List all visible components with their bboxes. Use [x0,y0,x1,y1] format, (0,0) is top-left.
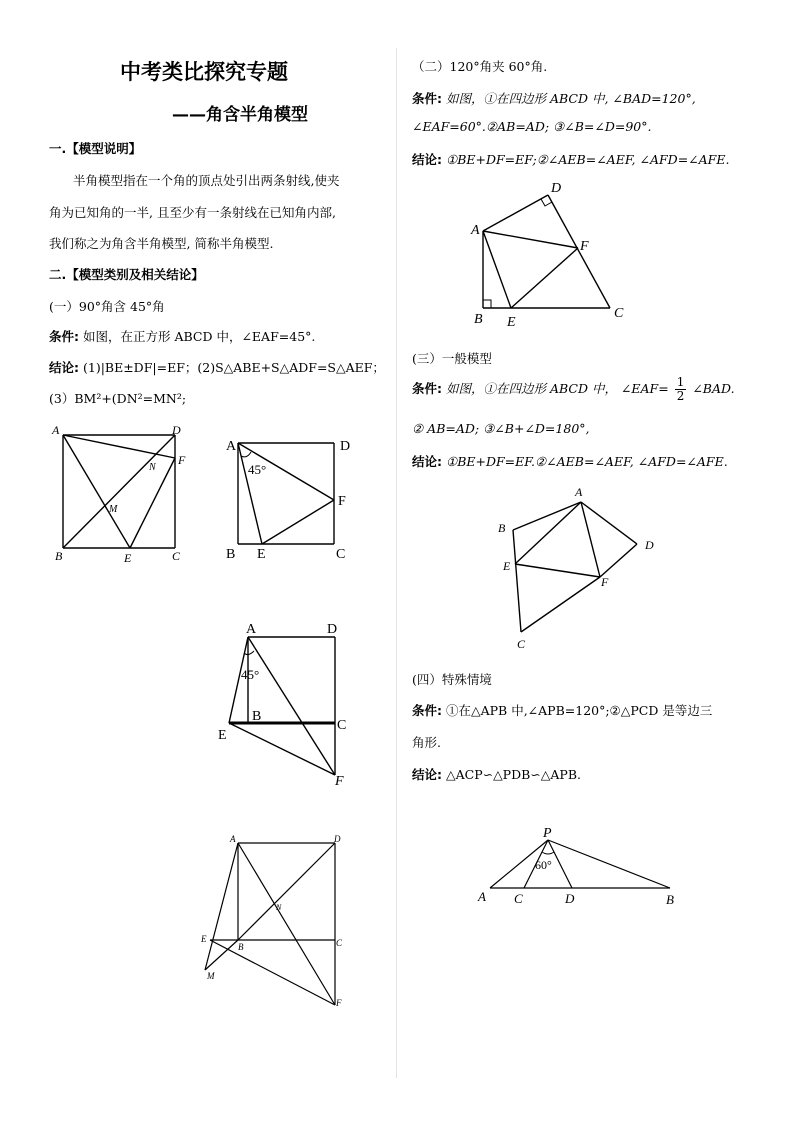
fraction-denominator: 2 [676,389,685,403]
label-F: F [335,774,344,789]
case3-title: (三）一般模型 [412,351,492,366]
label-D: D [645,538,654,552]
label-A: A [471,223,480,238]
label-D: D [327,622,338,637]
case2-title: （二）120°角夹 60°角. [412,59,548,74]
label-B: B [252,709,262,724]
condition-text: ①在△APB 中,∠APB=120°;②△PCD 是等边三 [445,703,713,718]
label-A: A [226,439,237,454]
case1-conclusion [49,358,385,376]
label-F: F [580,239,589,254]
case1-conclusion-3: (3）BM²+(DN²=MN²; [49,391,187,406]
figure-square-extended [215,615,365,795]
case1-title: (一）90°角含 45°角 [49,299,165,314]
conclusion-text: △ACP∽△PDB∽△APB. [445,767,581,782]
condition-label: 条件: [412,703,442,718]
label-F: F [601,575,609,589]
label-E: E [503,559,511,573]
label-E: E [218,728,227,743]
section2-heading: 二.【模型类别及相关结论】 [49,267,204,282]
label-D: D [565,891,575,906]
label-D: D [340,439,351,454]
fraction-numerator: 1 [676,375,685,389]
label-F: F [338,494,346,509]
conclusion-label: 结论: [412,454,442,469]
figure-general-model [493,482,668,652]
label-N: N [149,462,156,473]
condition-text: 如图，①在四边形 ABCD 中, ∠BAD=120°, [445,91,696,106]
label-E: E [201,934,207,944]
page-subtitle: ——角含半角模型 [172,105,308,125]
case2-condition [412,89,696,107]
case1-condition [49,327,315,345]
figure-square-complex [198,830,358,1015]
figure-kite-120 [468,178,638,333]
conclusion-text: ①BE+DF=EF;②∠AEB=∠AEF, ∠AFD=∠AFE. [445,152,730,167]
case3-condition-2: ② AB=AD; ③∠B+∠D=180°, [412,421,590,436]
angle-label: 60° [535,858,552,872]
case2-conclusion [412,150,729,168]
condition-text-pre: 如图，①在四边形 ABCD 中， ∠EAF= [445,381,669,396]
conclusion-label: 结论: [49,360,79,375]
column-divider [396,48,397,1078]
section1-heading: 一.【模型说明】 [49,141,142,156]
label-M: M [207,971,215,981]
condition-text-post: ∠BAD. [692,381,735,396]
label-E: E [257,547,266,562]
figure-square-mn [50,420,200,570]
label-F: F [178,453,186,467]
figure-square-45 [222,432,362,567]
section1-paragraph-line2: 角为已知角的一半, 且至少有一条射线在已知角内部, [49,205,336,220]
label-D: D [334,834,341,844]
angle-label: 45° [248,462,267,477]
conclusion-label: 结论: [412,152,442,167]
condition-label: 条件: [49,329,79,344]
case3-conclusion [412,452,728,470]
case4-condition-2: 角形. [412,735,441,750]
conclusion-text: (1)|BE±DF|=EF；(2)S△ABE+S△ADF=S△AEF； [82,360,385,375]
label-B: B [55,549,63,563]
section1-paragraph-line1: 半角模型指在一个角的顶点处引出两条射线,使夹 [73,173,340,188]
label-B: B [238,942,244,952]
label-E: E [507,315,516,330]
section1-paragraph-line3: 我们称之为角含半角模型, 简称半角模型. [49,236,274,251]
label-A: A [575,485,583,499]
label-B: B [498,521,506,535]
label-B: B [474,312,483,327]
case4-title: (四）特殊情境 [412,672,492,687]
label-D: D [172,423,181,437]
label-A: A [478,889,486,904]
conclusion-text: ①BE+DF=EF.②∠AEB=∠AEF, ∠AFD=∠AFE. [445,454,728,469]
condition-text: 如图，在正方形 ABCD 中，∠EAF=45°. [82,329,316,344]
label-D: D [551,181,562,196]
label-A: A [230,834,236,844]
label-A: A [52,423,60,437]
case3-condition [412,376,735,403]
label-C: C [514,891,523,906]
label-B: B [666,892,674,907]
label-N: N [276,903,282,912]
label-B: B [226,547,236,562]
label-C: C [336,547,346,562]
label-C: C [337,718,347,733]
page-title: 中考类比探究专题 [120,60,288,84]
label-P: P [543,826,552,841]
angle-label: 45° [241,667,260,682]
condition-label: 条件: [412,381,442,396]
label-C: C [517,637,526,651]
condition-label: 条件: [412,91,442,106]
label-C: C [172,549,181,563]
conclusion-label: 结论: [412,767,442,782]
figure-special-situation [472,818,692,913]
label-F: F [336,998,342,1008]
label-A: A [246,622,257,637]
case4-conclusion [412,765,581,783]
label-M: M [109,504,118,515]
case2-condition-2: ∠EAF=60°.②AB=AD; ③∠B=∠D=90°. [412,119,652,134]
label-C: C [614,306,624,321]
case4-condition [412,701,712,719]
label-E: E [124,551,132,565]
label-C: C [336,938,343,948]
fraction-one-half [675,376,687,403]
